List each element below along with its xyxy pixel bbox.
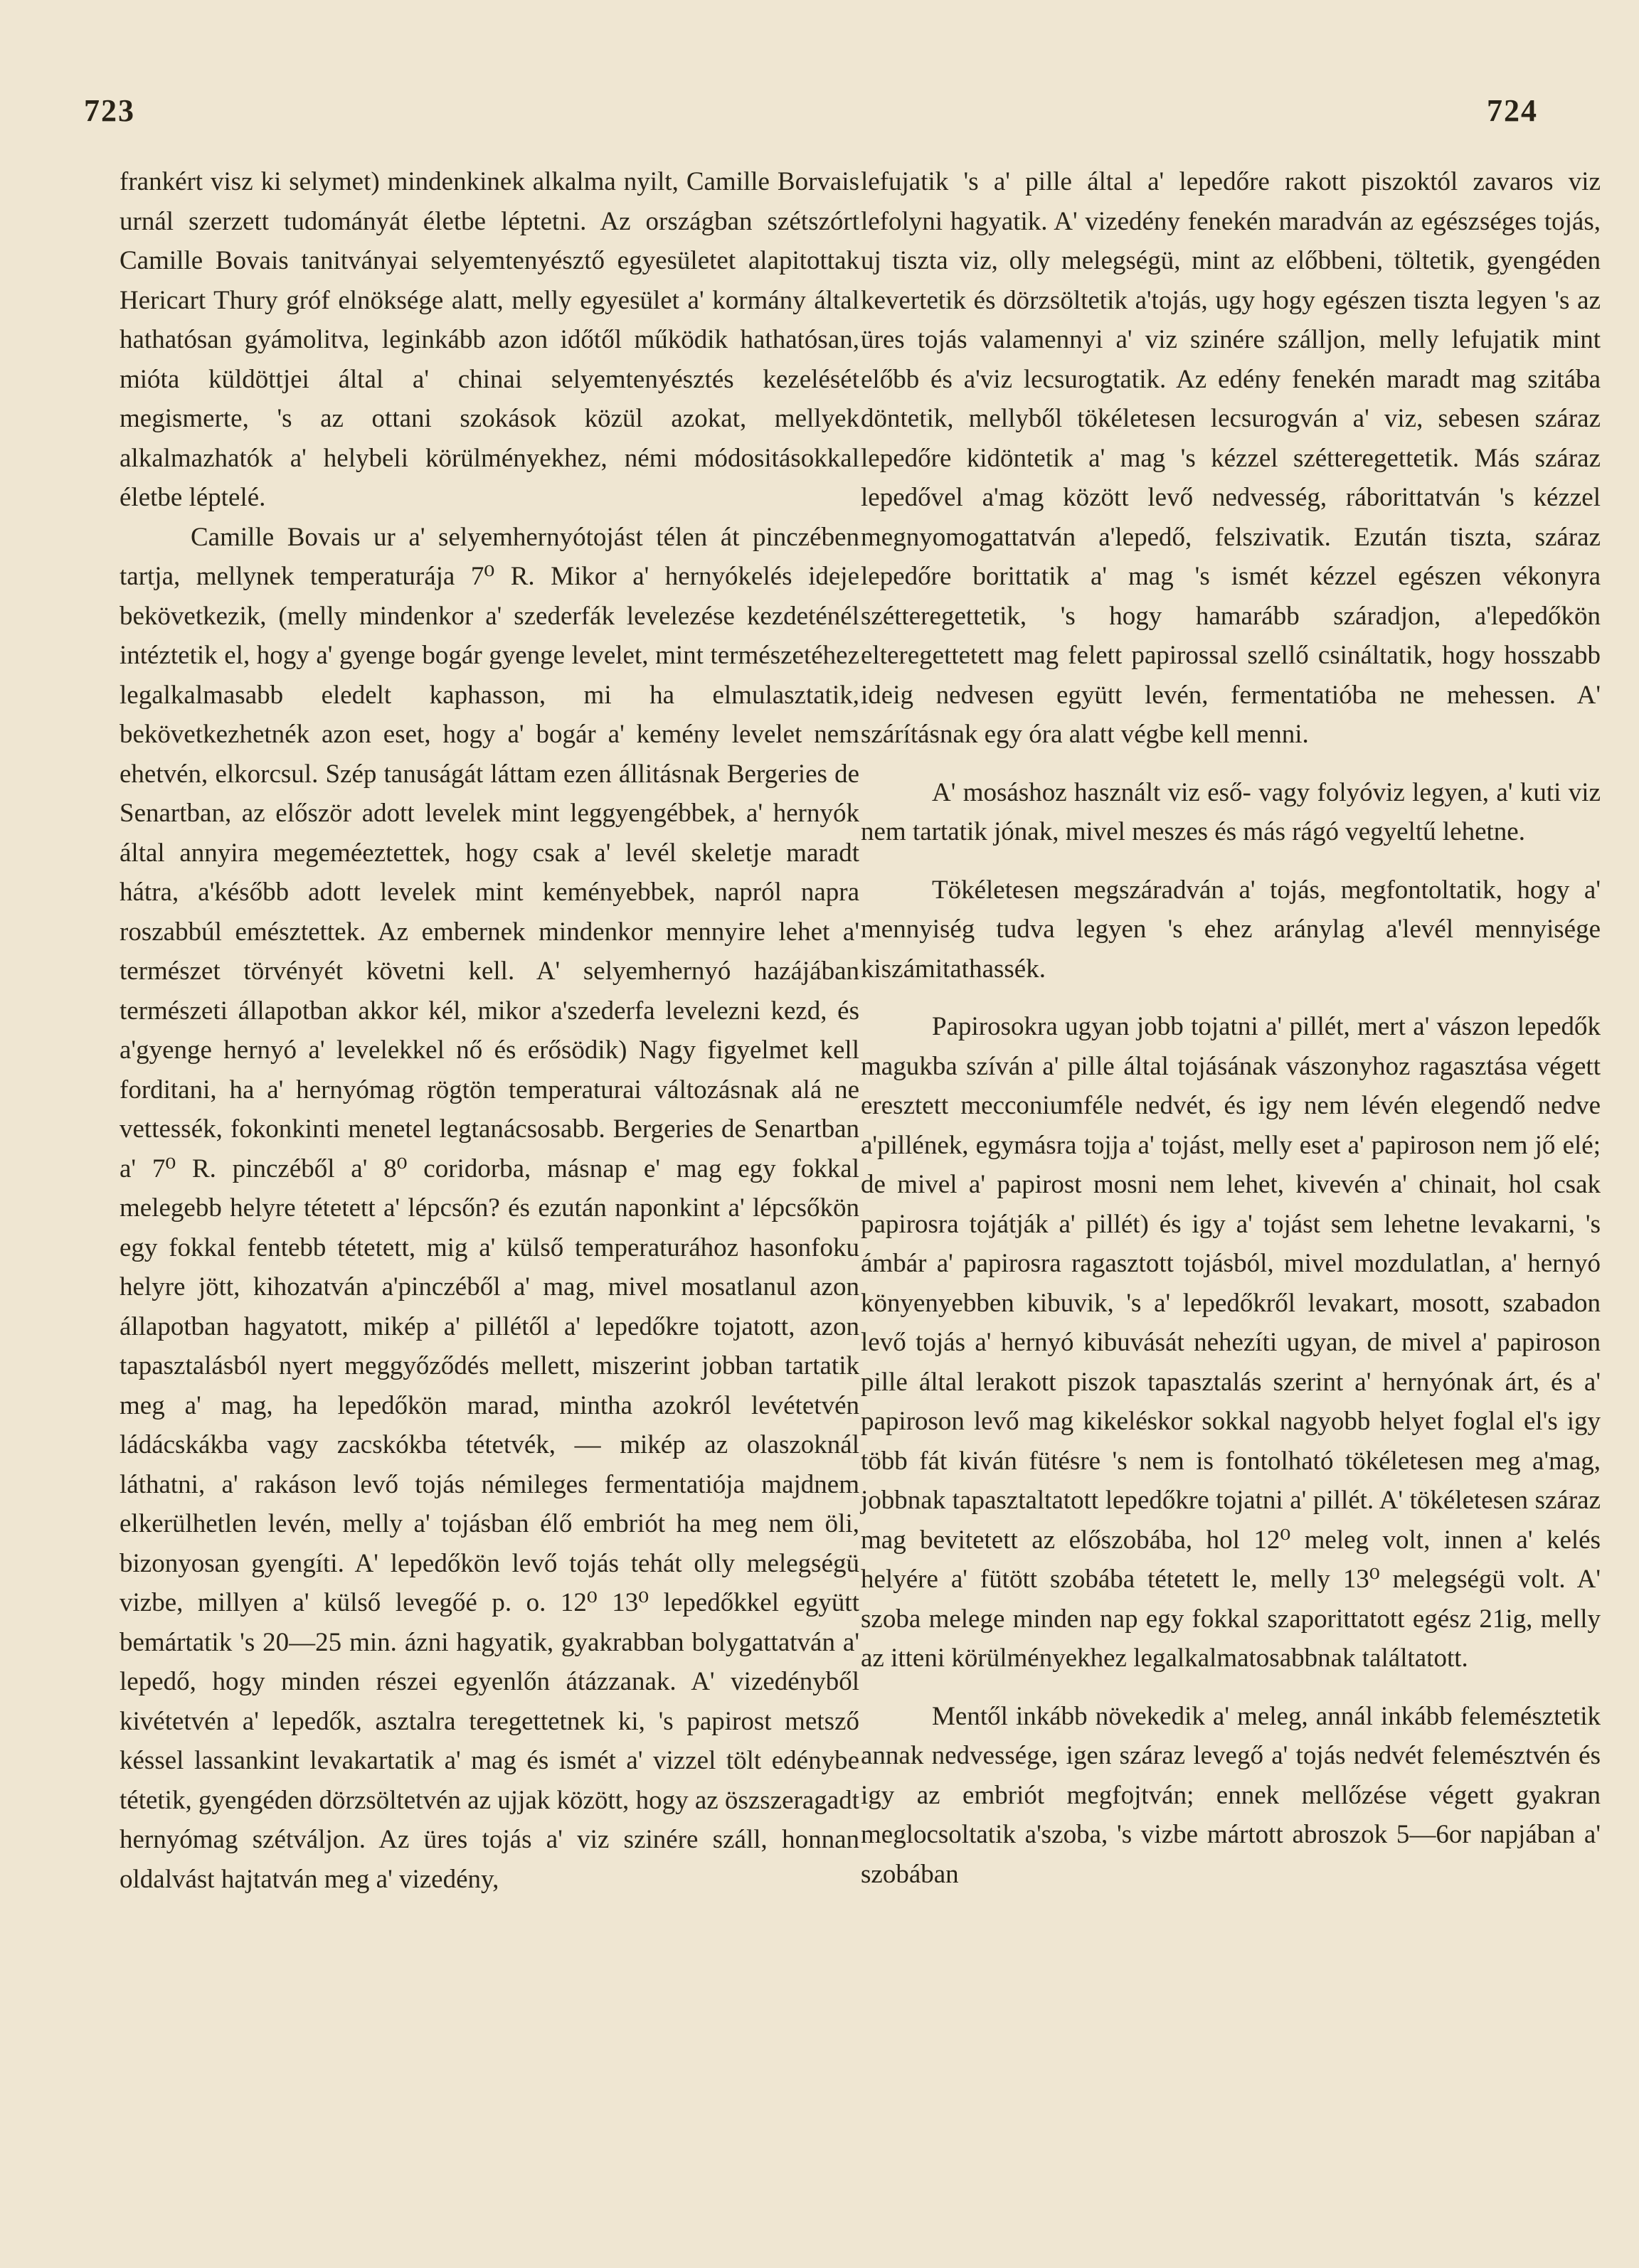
page-number-left: 723: [84, 93, 135, 128]
left-column: [120, 162, 859, 1899]
paragraph: Tökéletesen megszáradván a' tojás, megfontoltatik, hogy a' mennyiség tudva legyen 's ehez aránylag a'levél mennyisége kiszámitathassék.: [861, 875, 1601, 984]
paragraph: Papirosokra ugyan jobb tojatni a' pillét, mert a' vászon lepedők magukba szíván a' pille által tojásának vászonyhoz ragasztása végett eresztett mecconiumféle nedvét, és igy nem lévén elegendő nedve a'pillének, egymásra tojja a' tojást, melly eset a' papiroson nem jő elé; de mivel a' papirost mosni nem lehet, kivevén a' chinait, hol csak papirosra tojátják a' pillét) és igy a' tojást sem lehetne levakarni, 's ámbár a' papirosra ragasztott tojásból, mivel mozdulatlan, a' hernyó könyenyebben kibuvik, 's a' lepedőkről levakart, mosott, szabadon levő tojás a' hernyó kibuvását nehezíti ugyan, de mivel a' papiroson pille által lerakott piszok tapasztalás szerint a' hernyónak árt, és a' papiroson levő mag kikeléskor sokkal nagyobb helyet foglal el's igy több fát kiván fütésre 's nem is fontolható tökéletesen meg a'mag, jobbnak tapasztaltatott lepedőkre tojatni a' pillét. A' tökéletesen száraz mag bevitetett az előszobába, hol 12⁰ meleg volt, innen a' kelés helyére a' fütött szobába tétetett le, melly 13⁰ melegségü volt. A' szoba melege minden nap egy fokkal szaporittatott egész 21ig, melly az itteni körülményekhez legalkalmatosabbnak találtatott.: [861, 1012, 1601, 1673]
right-column: [861, 162, 1601, 1894]
paragraph: Mentől inkább növekedik a' meleg, annál inkább felemésztetik annak nedvessége, igen száraz levegő a' tojás nedvét felemésztvén és igy az embriót megfojtván; ennek mellőzése végett gyakran meglocsoltatik a'szoba, 's vizbe mártott abroszok 5—6or napjában a' szobában: [861, 1701, 1601, 1889]
paragraph: frankért visz ki selymet) mindenkinek alkalma nyilt, Camille Borvais urnál szerzett tudományát életbe léptetni. Az országban szétszórt Camille Bovais tanitványai selyemtenyésztő egyesületet alapitottak Hericart Thury gróf elnöksége alatt, melly egyesület a' kormány által hathatósan gyámolitva, leginkább azon időtől működik hathatósan, mióta küldöttjei által a' chinai selyemtenyésztés kezelését megismerte, 's az ottani szokások közül azokat, mellyek alkalmazhatók a' helybeli körülményekhez, némi módositásokkal életbe léptelé.: [120, 167, 859, 512]
paragraph: Camille Bovais ur a' selyemhernyótojást télen át pinczében tartja, mellynek temperaturája 7⁰ R. Mikor a' hernyókelés ideje bekövetkezik, (melly mindenkor a' szederfák levelezése kezdeténél intéztetik el, hogy a' gyenge bogár gyenge levelet, mint természetéhez legalkalmasabb eledelt kaphasson, mi ha elmulasztatik, bekövetkezhetnék azon eset, hogy a' bogár a' kemény levelet nem ehetvén, elkorcsul. Szép tanuságát láttam ezen állitásnak Bergeries de Senartban, az először adott levelek mint leggyengébbek, a' hernyók által annyira megeméeztettek, hogy csak a' levél skeletje maradt hátra, a'később adott levelek mint keményebbek, napról napra roszabbúl emésztettek. Az embernek mindenkor mennyire lehet a' természet törvényét követni kell. A' selyemhernyó hazájában természeti állapotban akkor kél, mikor a'szederfa levelezni kezd, és a'gyenge hernyó a' levelekkel nő és erősödik) Nagy figyelmet kell forditani, ha a' hernyómag rögtön temperaturai változásnak alá ne vettessék, fokonkinti menetel legtanácsosabb. Bergeries de Senartban a' 7⁰ R. pinczéből a' 8⁰ coridorba, másnap e' mag egy fokkal melegebb helyre tétetett a' lépcsőn? és ezután naponkint a' lépcsőkön egy fokkal fentebb tétetett, mig a' külső temperaturához hasonfoku helyre jött, kihozatván a'pinczéből a' mag, mivel mosatlanul azon állapotban hagyatott, mikép a' pillétől a' lepedőkre tojatott, azon tapasztalásból nyert meggyőződés mellett, miszerint jobban tartatik meg a' mag, ha lepedőkön marad, mintha azokról levétetvén ládácskákba vagy zacskókba tétetvék, — mikép az olaszoknál láthatni, a' rakáson levő tojás némileges fermentatiója majdnem elkerülhetlen levén, melly a' tojásban élő embriót ha meg nem öli, bizonyosan gyengíti. A' lepedőkön levő tojás tehát olly melegségü vizbe, millyen a' külső levegőé p. o. 12⁰ 13⁰ lepedőkkel együtt bemártatik 's 20—25 min. ázni hagyatik, gyakrabban bolygattatván a' lepedő, hogy minden részei egyenlőn átázzanak. A' vizedényből kivétetvén a' lepedők, asztalra teregettetnek ki, 's papirost metsző késsel lassankint levakartatik a' mag és ismét a' vizzel tölt edénybe tétetik, gyengéden dörzsöltetvén az ujjak között, hogy az öszszeragadt hernyómag szétváljon. Az üres tojás a' viz szinére száll, honnan oldalvást hajtatván meg a' vizedény,: [120, 522, 859, 1894]
paragraph: A' mosáshoz használt viz eső- vagy folyóviz legyen, a' kuti viz nem tartatik jónak, mivel meszes és más rágó vegyeltű lehetne.: [861, 777, 1601, 846]
paragraph: lefujatik 's a' pille által a' lepedőre rakott piszoktól zavaros viz lefolyni hagyatik. A' vizedény fenekén maradván az egészséges tojás, uj tiszta viz, olly melegségü, mint az előbbeni, töltetik, gyengéden kevertetik és dörzsöltetik a'tojás, ugy hogy egészen tiszta legyen 's az üres tojás valamennyi a' viz szinére szálljon, melly lefujatik mint előbb és a'viz lecsurogtatik. Az edény fenekén maradt mag szitába döntetik, mellyből tökéletesen lecsurogván a' viz, sebesen száraz lepedőre kidöntetik a' mag 's kézzel szétteregettetik. Más száraz lepedővel a'mag között levő nedvesség, ráborittatván 's kézzel megnyomogattatván a'lepedő, felszivatik. Ezután tiszta, száraz lepedőre borittatik a' mag 's ismét kézzel egészen vékonyra szétteregettetik, 's hogy hamarább száradjon, a'lepedőkön elteregettetett mag felett papirossal szellő csináltatik, hogy hosszabb ideig nedvesen együtt levén, fermentatióba ne mehessen. A' szárításnak egy óra alatt végbe kell menni.: [861, 167, 1601, 749]
page-number-right: 724: [1487, 93, 1538, 128]
